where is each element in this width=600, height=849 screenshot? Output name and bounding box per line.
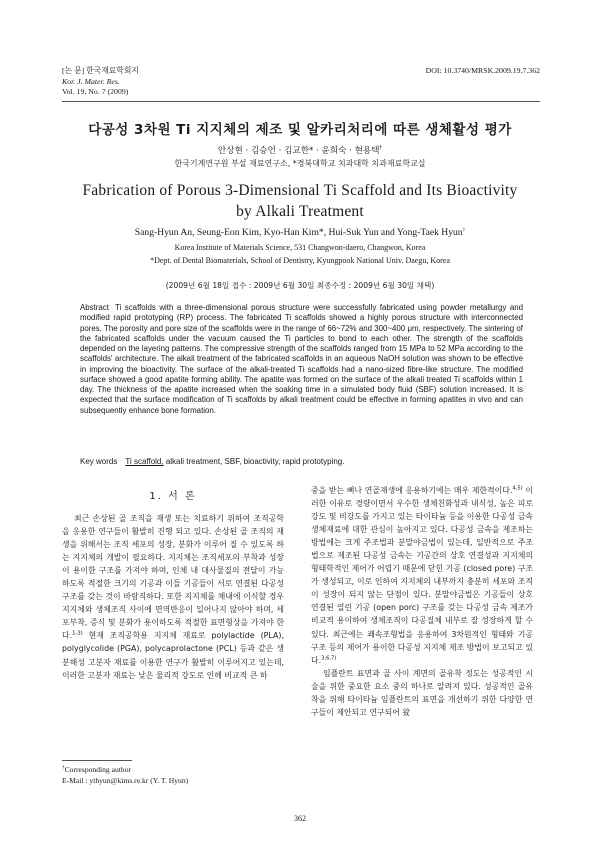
citation: 1-3) [72,630,83,637]
journal-name-en: Kor. J. Mater. Res. [62,76,120,86]
author-email[interactable]: E-Mail : ythyun@kims.re.kr (Y. T. Hyun) [62,776,189,785]
corresponding-author-text: Corresponding author [64,765,132,774]
affiliation-english-2: *Dept. of Dental Biomaterials, School of Dentistry, Kyungpook National Univ. Daegu, Korea [150,256,450,265]
paragraph [62,512,284,682]
body-text: 이러한 이유로 경량이면서 우수한 생체친화성과 내식성, 높은 피로강도 및 비강도를 가지고 있는 타이타늄 등을 이용한 다공성 금속 생체재료에 대한 관심이 높아지고 있다. 다공성 금속을 제조하는 방법에는 크게 주조법과 분말야금법이 있는데, 일반적으로 주조법으로 제조된 다공성 금속는 기공간의 상호 연결성과 지지체의 형태학적인 제어가 어렵기 때문에 닫힌 기공 (closed pore) 구조가 생성되고, 이로 인하여 지지체의 내부까지 충분히 세포와 조직이 성장이 되지 않는 단점이 있다. 분말야금법은 기공들이 상호 연결된 열린 기공 (open porc) 구조를 갖는 다공성 금속 제조가 비교적 용이하여 생체조직이 다공질체 내부로 잘 성장하게 할 수 있다. 최근에는 쾌속조형법을 응용하여 3차원적인 형태와 기공 구조 등의 제어가 용이한 다공성 지지체 제조 방법이 보고되고 있다. [311,486,533,665]
body-column-left [62,512,284,682]
authors-korean-text: 안상현 · 김승언 · 김교한* · 윤희숙 · 현용택 [217,146,380,156]
title-korean: 다공성 3차원 Ti 지지체의 제조 및 알카리처리에 따른 생체활성 평가 [88,122,512,138]
paragraph [311,667,533,719]
corresponding-author: †Corresponding author [62,764,132,774]
abstract-label: Abstract [80,303,109,312]
header-rule [62,101,540,102]
body-text: 현재 조직공학용 지지체 재료로 polylactide (PLA), polyglycolide (PGA), polycaprolactone (PCL) 등과 같은 생분해성 고분자 재료를 이용한 연구가 활발히 이루어지고 있는데, 이러한 고분자 재료는 낮은 물리적 강도로 인해 비교적 큰 하 [62,631,284,680]
page-number: 362 [294,814,306,823]
journal-header [62,66,139,98]
body-text: 중을 받는 뼈나 연골재생에 응용하기에는 매우 제한적이다. [311,486,513,495]
keywords-label: Key words [80,457,118,466]
submission-dates: (2009년 6월 18일 접수 : 2009년 6월 30일 최종수정 : 2009년 6월 30일 채택) [165,281,435,290]
keywords-list: alkali treatment, SBF, bioactivity, rapid prototyping. [163,457,345,466]
affiliation-english-1: Korea Institute of Materials Science, 531 Changwon-daero, Changwon, Korea [174,243,426,252]
authors-english: Sang-Hyun An, Seung-Eon Kim, Kyo-Han Kim*, Hui-Suk Yun and Yong-Taek Hyun† [134,226,466,238]
title-english-line2: by Alkali Treatment [236,203,364,220]
journal-name-ko: [논 문] 한국재료학회지 [62,66,139,75]
abstract-text: Ti scaffolds with a three-dimensional porous structure were successfully fabricated using powder metallurgy and modified rapid prototyping (RP) process. The fabricated Ti scaffolds showed a highly porous structure with interconnected pores. The porosity and pore size of the scaffolds were in the range of 66~72% and 300~400 μm, respectively. The sintering of the fabricated scaffolds under the vacuum caused the Ti particles to bond to each other. The strength of the scaffolds depended on the layering patterns. The compressive strength of the scaffolds ranged from 15 MPa to 52 MPa according to the scaffolds' architecture. The alkali treatment of the fabricated scaffolds in an aqueous NaOH solution was shown to be effective in improving the bioactivity. The surface of the alkali-treated Ti scaffolds had a nano-sized fibre-like structure. The modified surface showed a good apatite forming ability. The apatite was formed on the surface of the alkali treated Ti scaffolds within 1 day. The thickness of the apatite increased when the soaking time in a simulated body fluid (SBF) solution increased. It is expected that the surface modification of Ti scaffolds by alkali treatment could be effective in forming apatites in vivo and can subsequently enhance bone formation. [80,303,523,415]
body-text: 최근 손상된 골 조직을 재생 또는 치료하기 위하여 조직공학을 응용한 연구들이 활발히 진행 되고 있다. 손상된 골 조직의 재생을 위해서는 조직 세포의 성장, 분화가 이루어 질 수 있도록 하는 지지체의 개발이 필요하다. 지지체는 조직세포의 부착과 성장이 용이한 구조를 가져야 하며, 인체 내 대사물질의 전달이 가능하도록 적절한 크기의 기공과 이들 기공들이 서로 연결된 다공성 구조를 갖는 것이 바람직하다. 또한 지지체를 체내에 이식할 경우 지지체와 생체조직 사이에 면역반응이 일어나지 않아야 하며, 세포부착, 증식 및 분화가 용이하도록 적절한 표면형상을 가져야 한다. [62,514,284,641]
body-column-right [311,484,533,719]
footnote [62,764,188,786]
title-english-line1: Fabrication of Porous 3-Dimensional Ti Scaffold and Its Bioactivity [82,182,518,199]
citation: 3,6,7) [321,654,337,661]
citation: 4,5) [512,485,523,492]
section-heading-introduction: 1. 서 론 [149,491,197,502]
journal-volume: Vol. 19, No. 7 (2009) [62,87,129,96]
keywords [80,457,523,466]
title-english [40,180,560,222]
authors-korean: 안상현 · 김승언 · 김교한* · 윤희숙 · 현용택† [217,145,383,156]
footnote-rule [62,760,132,761]
body-text: 임플란트 표면과 골 사이 계면의 골유착 정도는 성공적인 시술을 위한 중요한 요소 중의 하나로 알려져 있다. 성공적인 골유착을 위해 타이타늄 임플란트의 표면을 개선하기 위한 다양한 연구들이 제안되고 연구되어 왔 [311,668,533,717]
authors-english-text: Sang-Hyun An, Seung-Eon Kim, Kyo-Han Kim*, Hui-Suk Yun and Yong-Taek Hyun [134,227,463,238]
paragraph [311,484,533,667]
doi: DOI: 10.3740/MRSK.2009.19.7.362 [425,66,540,75]
abstract [80,303,523,416]
keyword-link[interactable]: Ti scaffold, [125,457,164,466]
affiliation-korean: 한국기계연구원 부설 재료연구소, *경북대학교 치과대학 치과재료학교실 [174,159,426,168]
